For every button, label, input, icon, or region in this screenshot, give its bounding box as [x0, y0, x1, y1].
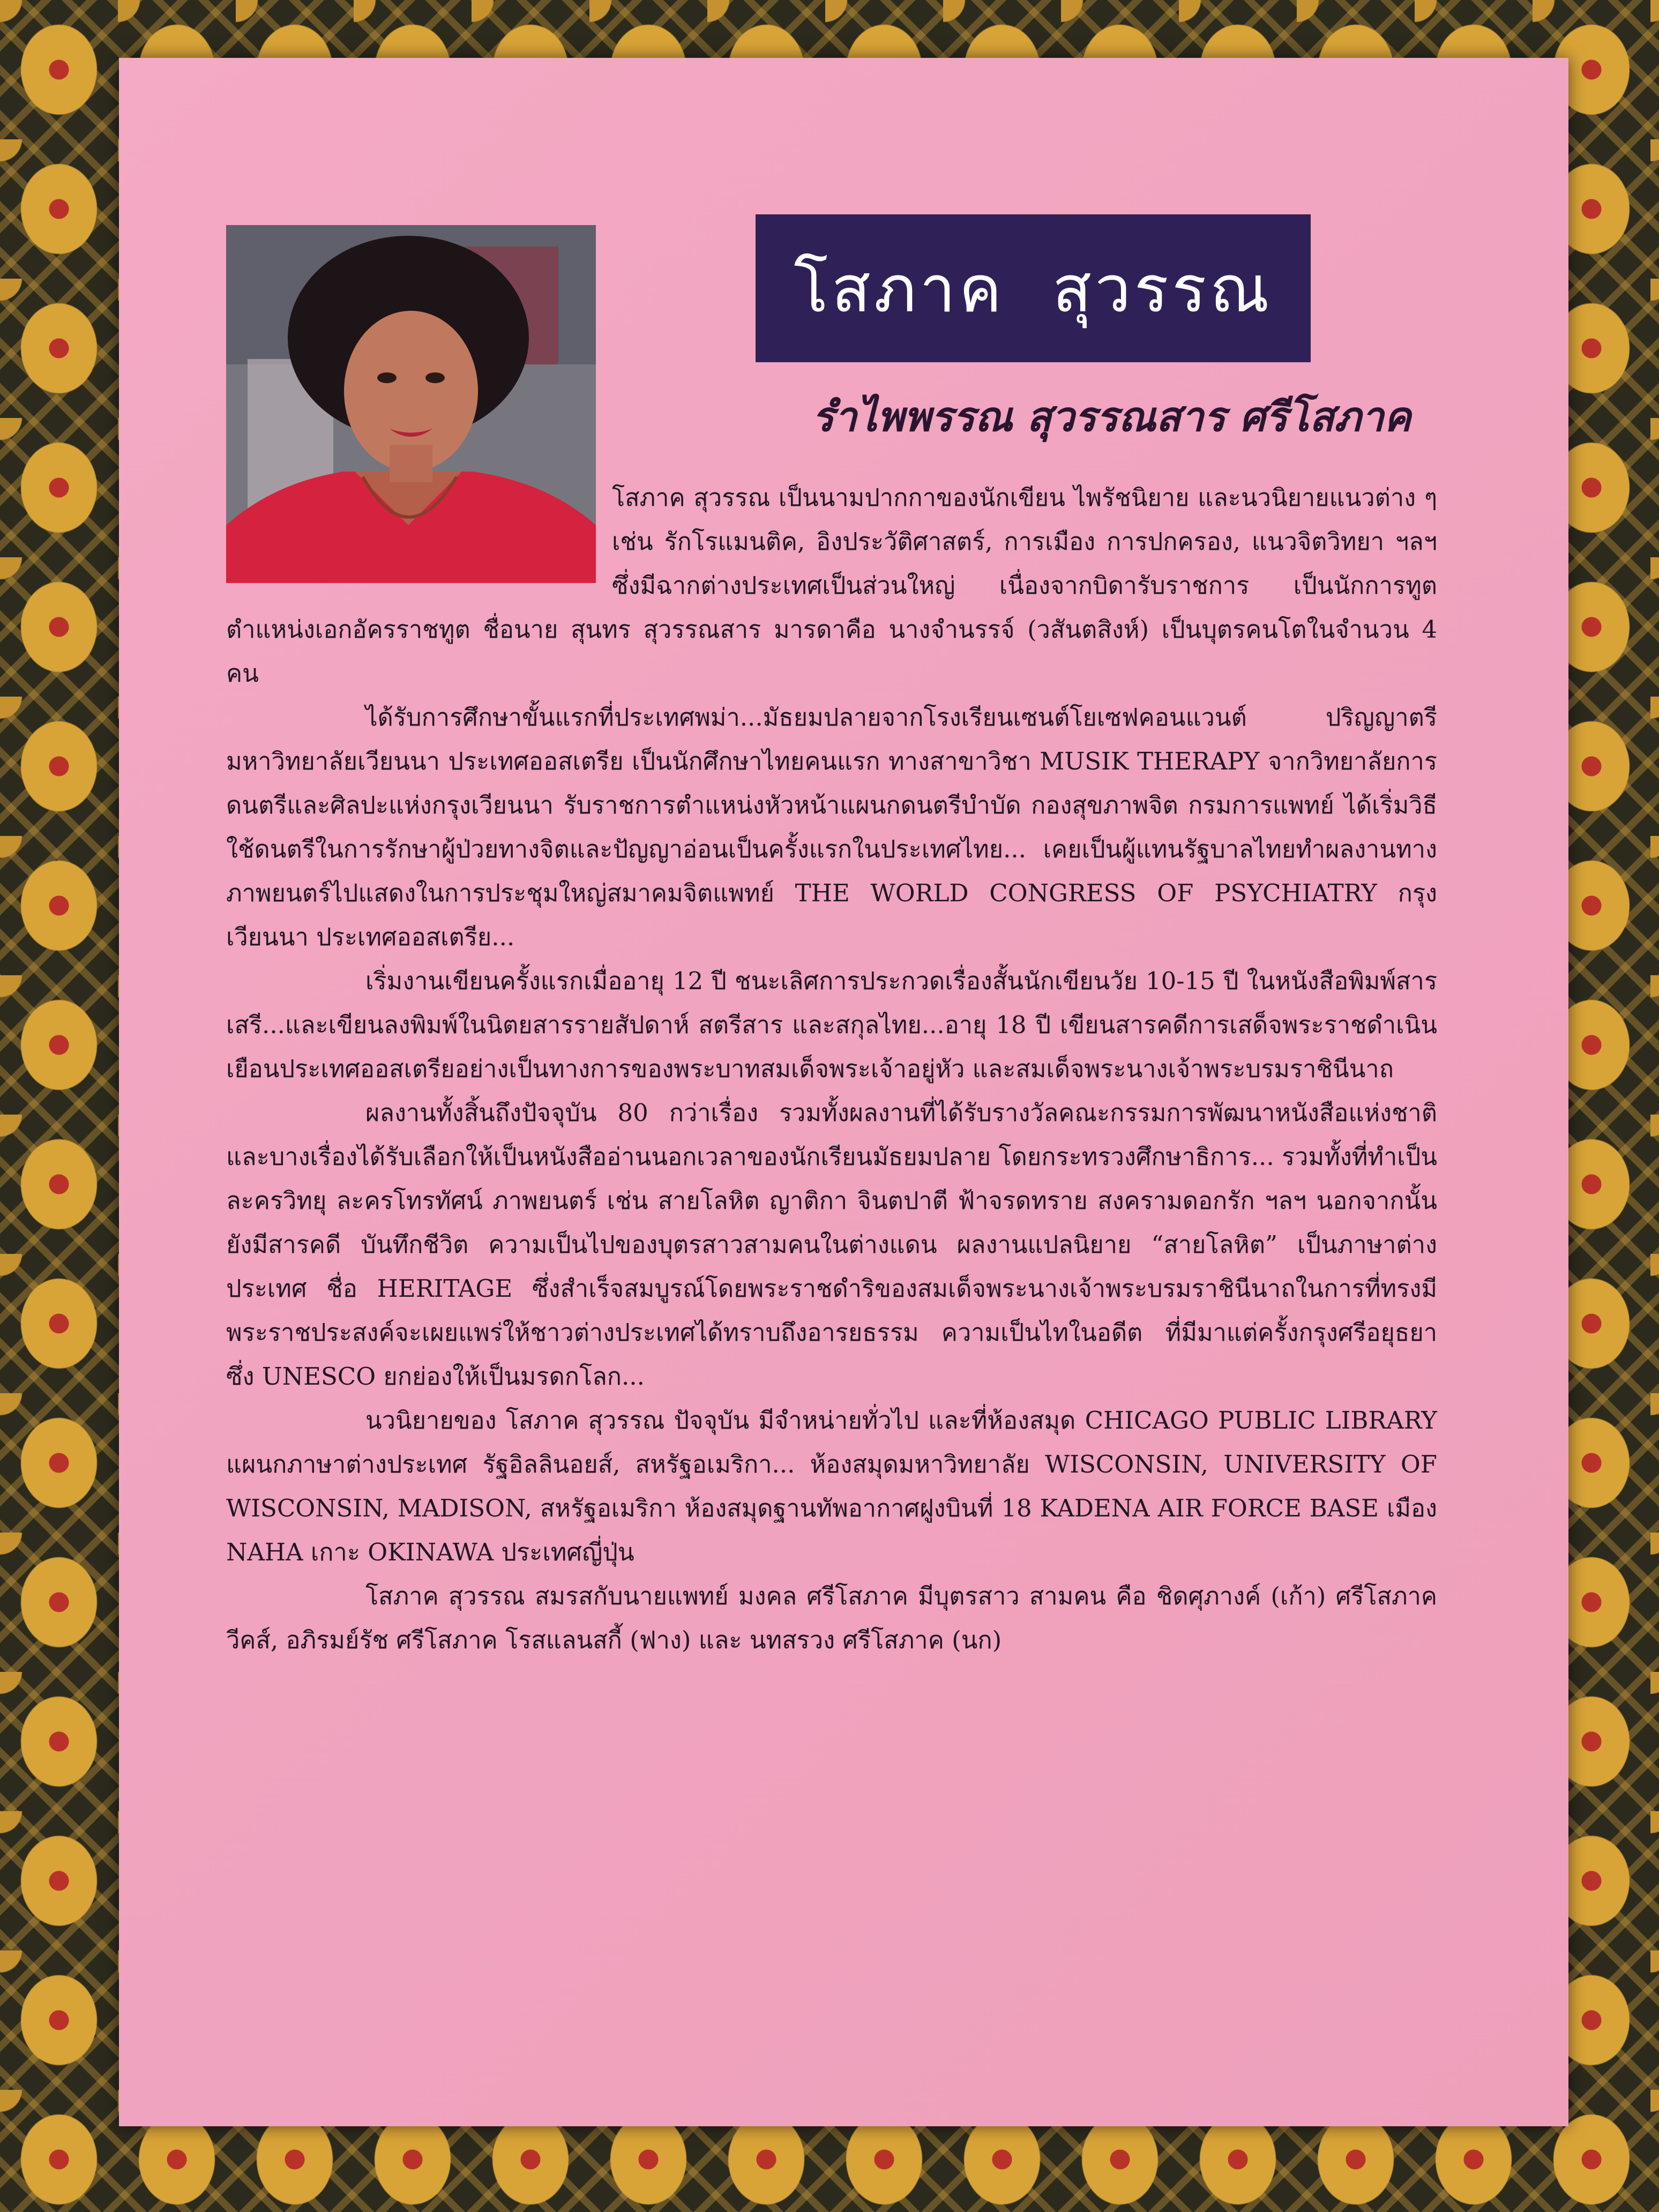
bio-paragraph: นวนิยายของ โสภาค สุวรรณ ปัจจุบัน มีจำหน่ายทั่วไป และที่ห้องสมุด CHICAGO PUBLIC LIBRARY แผนกภาษาต่างประเทศ รัฐอิลลินอยส์, สหรัฐอเมริกา... ห้องสมุดมหาวิทยาลัย WISCONSIN, UNIVERSITY OF WISCONSIN, MADISON, สหรัฐอเมริกา ห้องสมุดฐานทัพอากาศฝูงบินที่ 18 KADENA AIR FORCE BASE เมือง NAHA เกาะ OKINAWA ประเทศญี่ปุ่น — [226, 1406, 1437, 1566]
author-full-name: รำไพพรรณ สุวรรณสาร ศรีโสภาค — [812, 393, 1411, 440]
bio-paragraph: โสภาค สุวรรณ สมรสกับนายแพทย์ มงคล ศรีโสภาค มีบุตรสาว สามคน คือ ชิดศุภางค์ (เก้า) ศรีโสภาค วีคส์, อภิรมย์รัช ศรีโสภาค โรสแลนสกี้ (ฟาง) และ นทสรวง ศรีโสภาค (นก) — [226, 1582, 1437, 1654]
pen-name: โสภาค สุวรรณ — [794, 252, 1273, 327]
bio-paragraph: ผลงานทั้งสิ้นถึงปัจจุบัน 80 กว่าเรื่อง รวมทั้งผลงานที่ได้รับรางวัลคณะกรรมการพัฒนาหนังสือแห่งชาติ และบางเรื่องได้รับเลือกให้เป็นหนังสืออ่านนอกเวลาของนักเรียนมัธยมปลาย โดยกระทรวงศึกษาธิการ... รวมทั้งที่ทำเป็นละครวิทยุ ละครโทรทัศน์ ภาพยนตร์ เช่น สายโลหิต ญาติกา จินตปาตี ฟ้าจรดทราย สงครามดอกรัก ฯลฯ นอกจากนั้น ยังมีสารคดี บันทึกชีวิต ความเป็นไปของบุตรสาวสามคนในต่างแดน ผลงานแปลนิยาย “สายโลหิต” เป็นภาษาต่างประเทศ ชื่อ HERITAGE ซึ่งสำเร็จสมบูรณ์โดยพระราชดำริของสมเด็จพระนางเจ้าพระบรมราชินีนาถในการที่ทรงมีพระราชประสงค์จะเผยแพร่ให้ชาวต่างประเทศได้ทราบถึงอารยธรรม ความเป็นไทในอดีต ที่มีมาแต่ครั้งกรุงศรีอยุธยา ซึ่ง UNESCO ยกย่องให้เป็นมรดกโลก... — [226, 1098, 1437, 1391]
bio-paragraph: ได้รับการศึกษาขั้นแรกที่ประเทศพม่า...มัธยมปลายจากโรงเรียนเซนต์โยเซฟคอนแวนต์ ปริญญาตรี มหาวิทยาลัยเวียนนา ประเทศออสเตรีย เป็นนักศึกษาไทยคนแรก ทางสาขาวิชา MUSIK THERAPY จากวิทยาลัยการดนตรีและศิลปะแห่งกรุงเวียนนา รับราชการตำแหน่งหัวหน้าแผนกดนตรีบำบัด กองสุขภาพจิต กรมการแพทย์ ได้เริ่มวิธีใช้ดนตรีในการรักษาผู้ป่วยทางจิตและปัญญาอ่อนเป็นครั้งแรกในประเทศไทย... เคยเป็นผู้แทนรัฐบาลไทยทำผลงานทางภาพยนตร์ไปแสดงในการประชุมใหญ่สมาคมจิตแพทย์ THE WORLD CONGRESS OF PSYCHIATRY กรุงเวียนนา ประเทศออสเตรีย... — [226, 703, 1437, 951]
bio-paragraph: โสภาค สุวรรณ เป็นนามปากกาของนักเขียน ไพรัชนิยาย และนวนิยายแนวต่าง ๆ เช่น รักโรแมนติค, อิงประวัติศาสตร์, การเมือง การปกครอง, แนวจิตวิทยา ฯลฯ ซึ่งมีฉากต่างประเทศเป็นส่วนใหญ่ เนื่องจากบิดารับราชการ เป็นนักการทูต ตำแหน่งเอกอัครราชทูต ชื่อนาย สุนทร สุวรรณสาร มารดาคือ นางจำนรรจ์ (วสันตสิงห์) เป็นบุตรคนโตในจำนวน 4 คน — [226, 483, 1437, 687]
pen-name-banner — [756, 214, 1311, 362]
book-back-cover — [119, 58, 1568, 2126]
biography-text — [226, 476, 1437, 1662]
bio-paragraph: เริ่มงานเขียนครั้งแรกเมื่ออายุ 12 ปี ชนะเลิศการประกวดเรื่องสั้นนักเขียนวัย 10-15 ปี ในหนังสือพิมพ์สารเสรี...และเขียนลงพิมพ์ในนิตยสารรายสัปดาห์ สตรีสาร และสกุลไทย...อายุ 18 ปี เขียนสารคดีการเสด็จพระราชดำเนินเยือนประเทศออสเตรียอย่างเป็นทางการของพระบาทสมเด็จพระเจ้าอยู่หัว และสมเด็จพระนางเจ้าพระบรมราชินีนาถ — [226, 967, 1437, 1083]
photo-wrap-spacer — [226, 476, 612, 588]
